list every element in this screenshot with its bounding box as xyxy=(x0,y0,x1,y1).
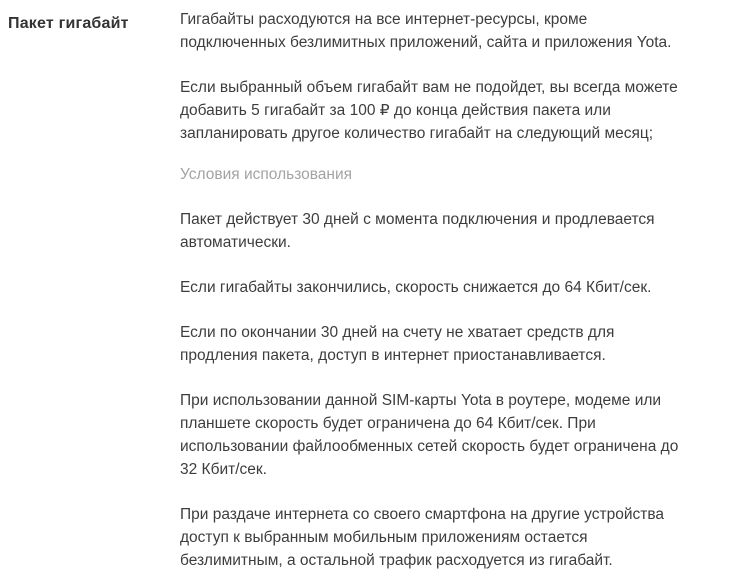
usage-terms-heading: Условия использования xyxy=(180,166,353,183)
usage-term-paragraph: Если по окончании 30 дней на счету не хватает средств для продления пакета, доступ в интернет приостанавливается. xyxy=(180,324,615,364)
section-title: Пакет гигабайт xyxy=(8,15,129,32)
section-content-column xyxy=(180,8,685,583)
usage-term-paragraph: При раздаче интернета со своего смартфона на другие устройства доступ к выбранным мобильным приложениям остается безлимитным, а остальной трафик расходуется из гигабайт. xyxy=(180,506,665,569)
usage-term-paragraph: Если гигабайты закончились, скорость снижается до 64 Кбит/сек. xyxy=(180,279,652,296)
section-label-column xyxy=(0,8,180,583)
usage-term-paragraph: Пакет действует 30 дней с момента подключения и продлевается автоматически. xyxy=(180,211,655,251)
intro-paragraph: Если выбранный объем гигабайт вам не подойдет, вы всегда можете добавить 5 гигабайт за 100 ₽ до конца действия пакета или запланировать другое количество гигабайт на следующий месяц; xyxy=(180,79,678,142)
intro-paragraph: Гигабайты расходуются на все интернет-ресурсы, кроме подключенных безлимитных приложений, сайта и приложения Yota. xyxy=(180,11,672,51)
usage-term-paragraph: При использовании данной SIM-карты Yota в роутере, модеме или планшете скорость будет ограничена до 64 Кбит/сек. При использовании файлообменных сетей скорость будет ограничена до 32 Кбит/сек. xyxy=(180,392,679,478)
